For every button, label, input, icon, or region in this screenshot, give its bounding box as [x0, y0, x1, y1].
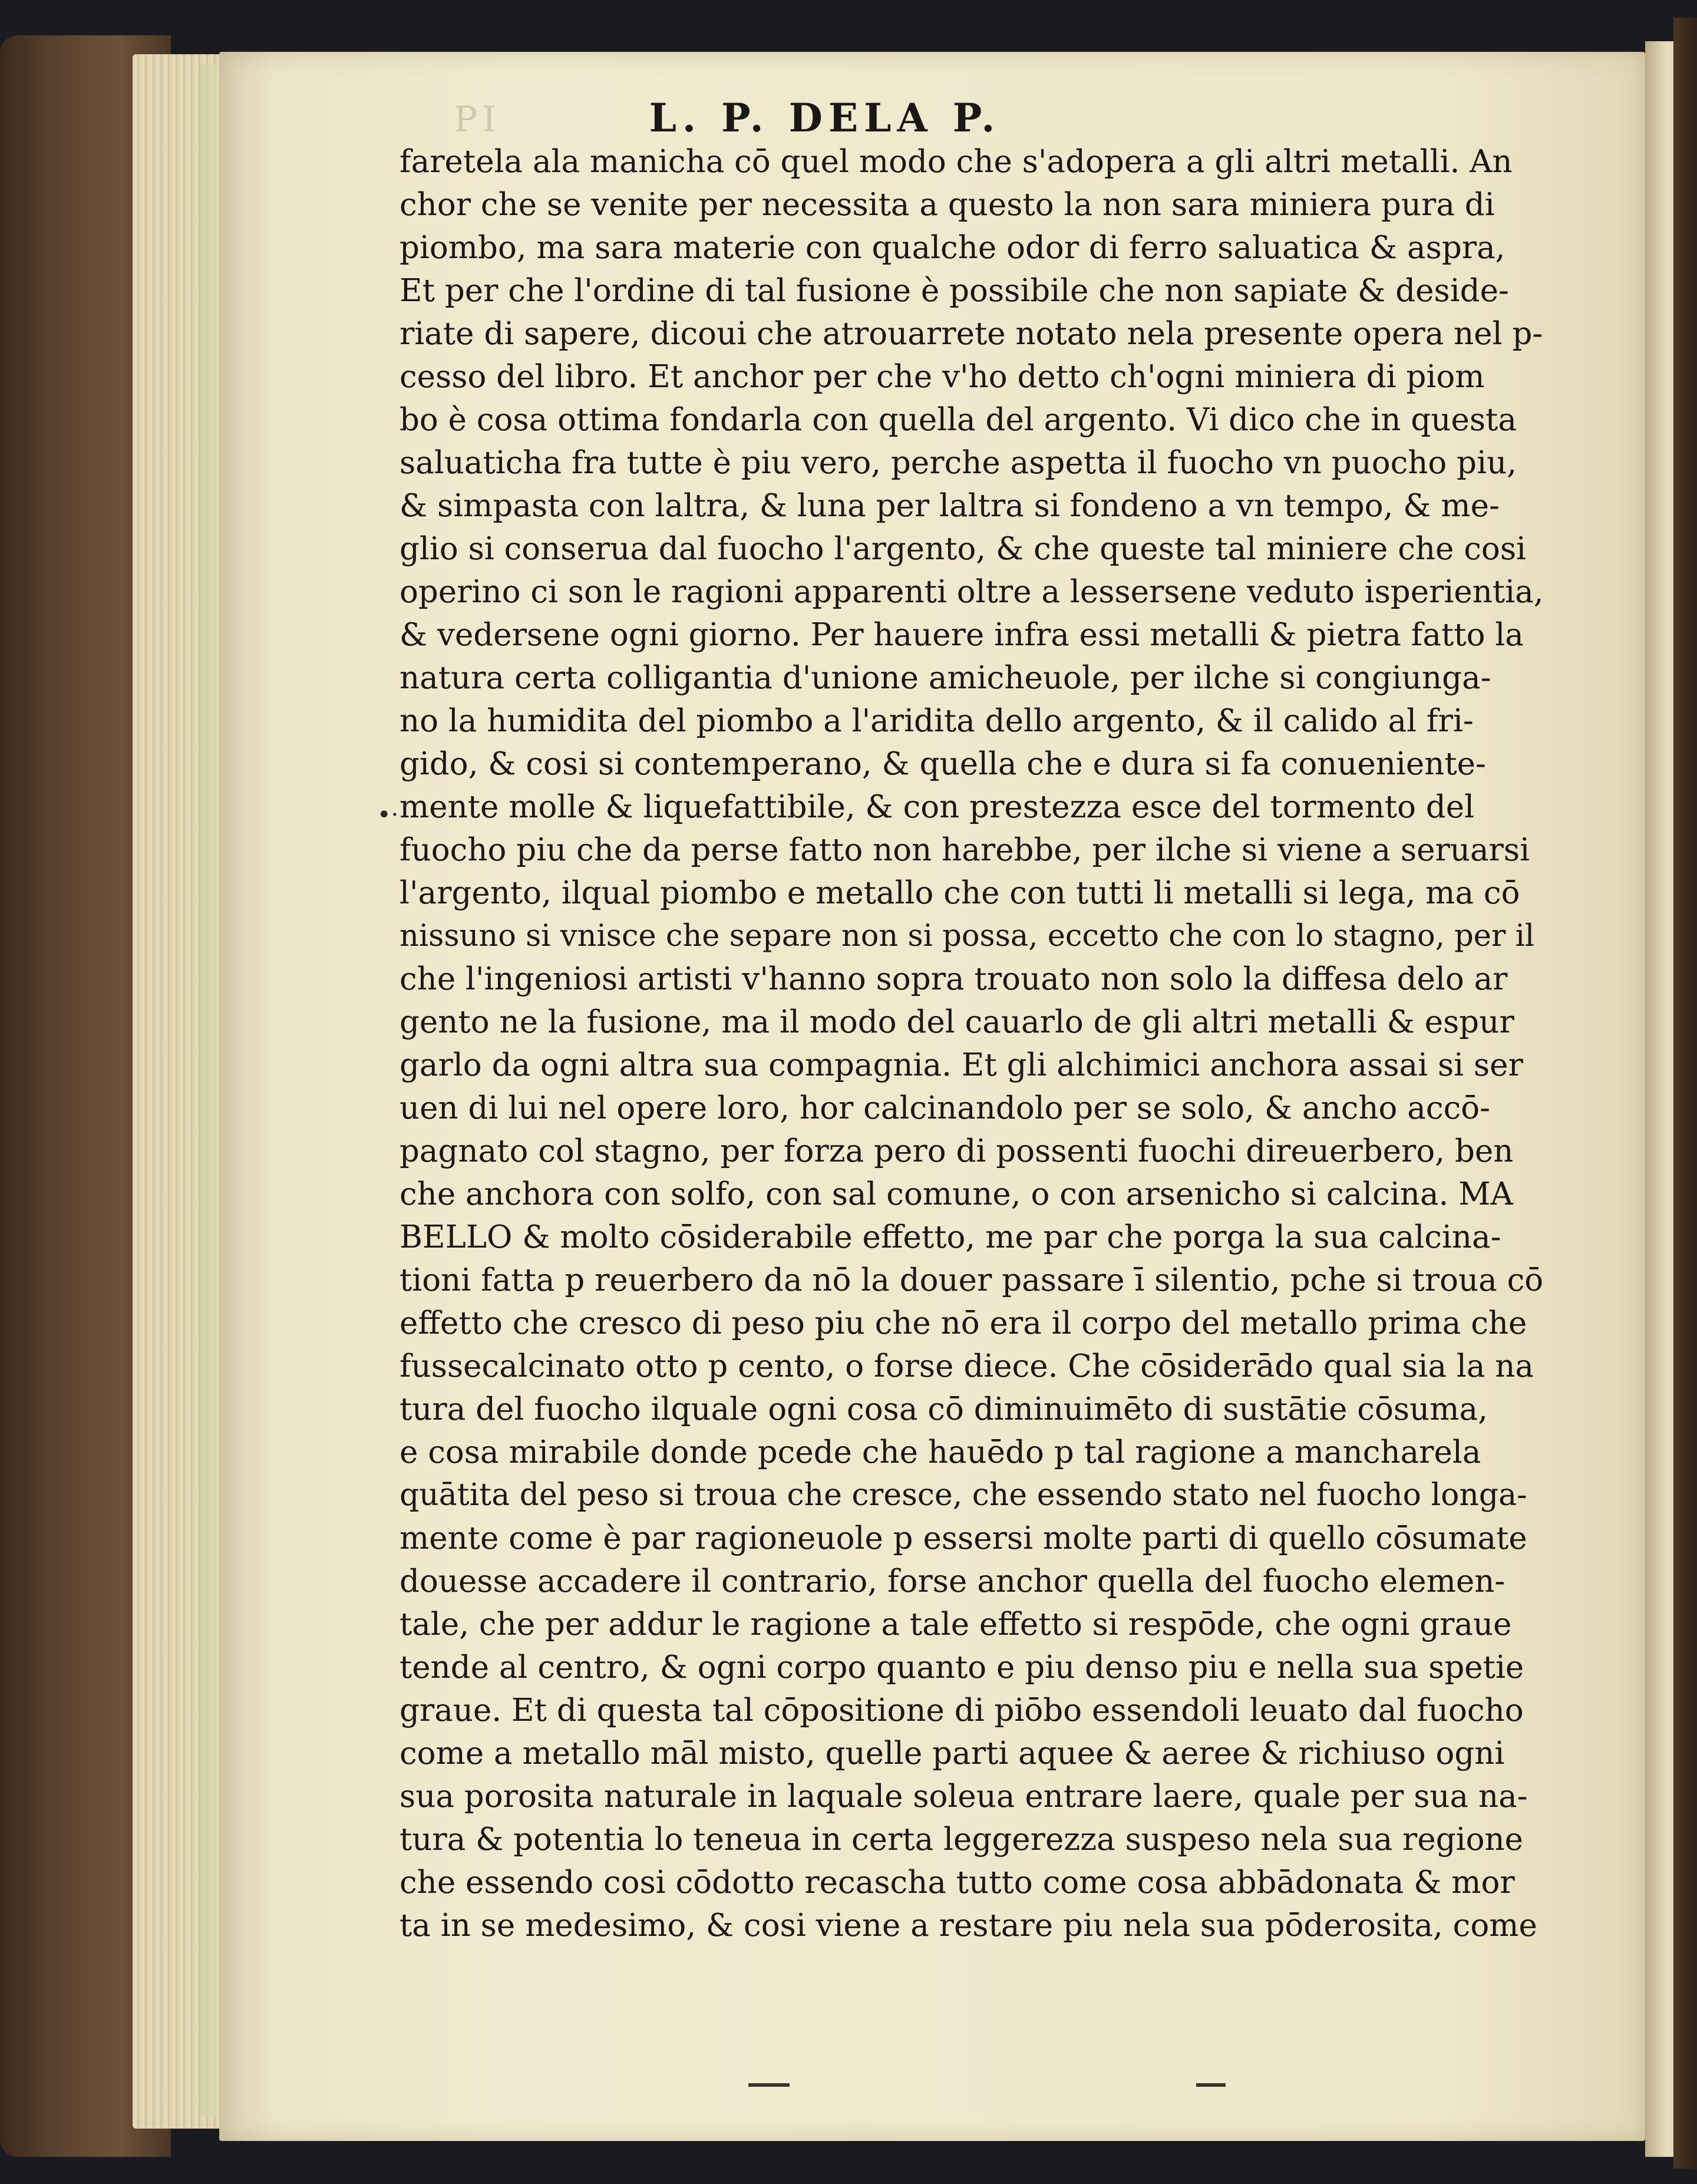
text-line: mente molle & liquefattibile, & con prestezza esce del tormento del [400, 789, 1475, 825]
text-line: garlo da ogni altra sua compagnia. Et gli alchimici anchora assai si ser [400, 1047, 1523, 1083]
text-line: chor che se venite per necessita a questo la non sara miniera pura di [400, 187, 1495, 223]
text-line: ta in se medesimo, & cosi viene a restare piu nela sua pōderosita, come [400, 1908, 1537, 1944]
text-line: cesso del libro. Et anchor per che v'ho detto ch'ogni miniera di piom [400, 359, 1485, 395]
footer-mark-right [1196, 2083, 1226, 2087]
text-line: tura del fuocho ilquale ogni cosa cō diminuimēto di sustātie cōsuma, [400, 1391, 1488, 1427]
text-line: che anchora con solfo, con sal comune, o con arsenicho si calcina. MA [400, 1176, 1513, 1212]
text-line: uen di lui nel opere loro, hor calcinandolo per se solo, & ancho accō- [400, 1090, 1491, 1126]
text-line: l'argento, ilqual piombo e metallo che con tutti li metalli si lega, ma cō [400, 875, 1520, 911]
text-line: gido, & cosi si contemperano, & quella che e dura si fa conueniente- [400, 746, 1486, 782]
text-line: tale, che per addur le ragione a tale effetto si respōde, che ogni graue [400, 1606, 1512, 1642]
text-line: effetto che cresco di peso piu che nō era il corpo del metallo prima che [400, 1305, 1527, 1341]
text-line: Et per che l'ordine di tal fusione è possibile che non sapiate & deside- [400, 273, 1509, 309]
text-line: saluaticha fra tutte è piu vero, perche aspetta il fuocho vn puocho piu, [400, 445, 1517, 481]
text-line: gento ne la fusione, ma il modo del cauarlo de gli altri metalli & espur [400, 1004, 1514, 1040]
footer-mark-left [748, 2083, 790, 2087]
text-line: operino ci son le ragioni apparenti oltre a lessersene veduto isperientia, [400, 574, 1544, 610]
margin-mark: •· [377, 801, 399, 829]
text-line: no la humidita del piombo a l'aridita dello argento, & il calido al fri- [400, 703, 1474, 739]
text-line: bo è cosa ottima fondarla con quella del argento. Vi dico che in questa [400, 402, 1517, 438]
text-line: fussecalcinato otto p cento, o forse diece. Che cōsiderādo qual sia la na [400, 1348, 1534, 1384]
running-title: L. P. DELA P. [649, 95, 1001, 141]
text-line: glio si conserua dal fuocho l'argento, & che queste tal miniere che cosi [400, 531, 1526, 567]
text-line: douesse accadere il contrario, forse anchor quella del fuocho elemen- [400, 1563, 1505, 1599]
text-line: tende al centro, & ogni corpo quanto e piu denso piu e nella sua spetie [400, 1649, 1524, 1685]
text-line: pagnato col stagno, per forza pero di possenti fuochi direuerbero, ben [400, 1133, 1514, 1169]
text-line: e cosa mirabile donde pcede che hauēdo p tal ragione a mancharela [400, 1434, 1481, 1470]
text-line: come a metallo māl misto, quelle parti aquee & aeree & richiuso ogni [400, 1736, 1505, 1771]
text-line: BELLO & molto cōsiderabile effetto, me par che porga la sua calcina- [400, 1219, 1501, 1255]
text-line: & simpasta con laltra, & luna per laltra si fondeno a vn tempo, & me- [400, 488, 1500, 524]
text-line: quātita del peso si troua che cresce, che essendo stato nel fuocho longa- [400, 1477, 1527, 1513]
text-line: tioni fatta p reuerbero da nō la douer passare ī silentio, pche si troua cō [400, 1262, 1544, 1298]
text-line: mente come è par ragioneuole p essersi molte parti di quello cōsumate [400, 1520, 1527, 1556]
text-line: nissuno si vnisce che separe non si possa, eccetto che con lo stagno, per il [400, 919, 1535, 954]
text-line: graue. Et di questa tal cōpositione di piōbo essendoli leuato dal fuocho [400, 1693, 1524, 1728]
text-line: fuocho piu che da perse fatto non harebbe, per ilche si viene a seruarsi [400, 832, 1530, 868]
text-line: piombo, ma sara materie con qualche odor di ferro saluatica & aspra, [400, 230, 1505, 266]
text-line: tura & potentia lo teneua in certa leggerezza suspeso nela sua regione [400, 1822, 1524, 1858]
text-line: faretela ala manicha cō quel modo che s'adopera a gli altri metalli. An [400, 144, 1513, 180]
text-line: riate di sapere, dicoui che atrouarrete notato nela presente opera nel p- [400, 316, 1543, 352]
text-line: natura certa colligantia d'unione amicheuole, per ilche si congiunga- [400, 660, 1491, 696]
body-text [400, 140, 1549, 1947]
show-through-text: PI [454, 99, 501, 140]
text-line: che essendo cosi cōdotto recascha tutto come cosa abbādonata & mor [400, 1865, 1515, 1901]
right-binding [1673, 18, 1697, 2169]
text-line: che l'ingeniosi artisti v'hanno sopra trouato non solo la diffesa delo ar [400, 961, 1508, 997]
text-line: & vedersene ogni giorno. Per hauere infra essi metalli & pietra fatto la [400, 617, 1524, 653]
text-line: sua porosita naturale in laquale soleua entrare laere, quale per sua na- [400, 1779, 1528, 1814]
